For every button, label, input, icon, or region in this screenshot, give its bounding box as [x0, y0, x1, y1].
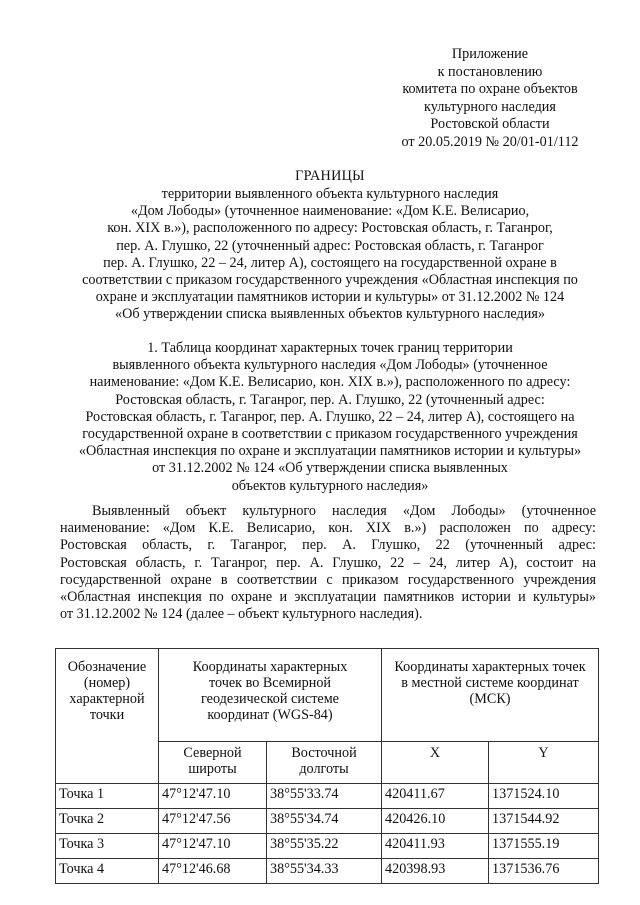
- table-row: [56, 809, 599, 834]
- document-title: ГРАНИЦЫ: [295, 168, 365, 184]
- subtitle-line: «Дом Лободы» (уточненное наименование: «Дом К.Е. Велисарио,: [130, 203, 530, 220]
- cell-y: 1371536.76: [489, 859, 599, 884]
- section-line: от 31.12.2002 № 124 «Об утверждении списка выявленных: [152, 460, 508, 477]
- cell-point: Точка 1: [56, 784, 159, 809]
- appendix-line: комитета по охране объектов: [402, 81, 578, 97]
- header-point: Обозначение (номер) характерной точки: [56, 649, 159, 784]
- subtitle-line: кон. XIX в.»), расположенного по адресу: Ростовская область, г. Таганрог,: [107, 220, 553, 237]
- section-line: Ростовская область, г. Таганрог, пер. А. Глушко, 22 – 24, литер А), состоящего на: [85, 408, 575, 425]
- cell-y: 1371555.19: [489, 834, 599, 859]
- cell-latitude: 47°12'46.68: [159, 859, 267, 884]
- cell-y: 1371524.10: [489, 784, 599, 809]
- paragraph-line: Ростовская область, г. Таганрог, пер. А. Глушко, 22 (уточненный адрес:: [60, 537, 596, 554]
- subtitle-line: пер. А. Глушко, 22 – 24, литер А), состоящего на государственной охране в: [103, 254, 557, 271]
- coordinates-table: [55, 648, 599, 884]
- paragraph-line: Выявленный объект культурного наследия «Дом Лободы» (уточненное: [92, 503, 596, 519]
- cell-point: Точка 4: [56, 859, 159, 884]
- cell-point: Точка 2: [56, 809, 159, 834]
- appendix-line: от 20.05.2019 № 20/01-01/112: [401, 133, 579, 150]
- cell-latitude: 47°12'47.56: [159, 809, 267, 834]
- paragraph-line: «Областная инспекция по охране и эксплуатации памятников истории и культуры»: [60, 589, 596, 606]
- body-paragraph: [60, 503, 596, 623]
- header-y: Y: [489, 742, 599, 784]
- appendix-line: культурного наследия: [424, 98, 556, 115]
- header-north-latitude: Северной широты: [159, 742, 267, 784]
- cell-x: 420398.93: [382, 859, 489, 884]
- cell-longitude: 38°55'35.22: [267, 834, 382, 859]
- table-header-row: [56, 649, 599, 742]
- appendix-line: Ростовской области: [430, 116, 550, 132]
- document-subtitle: [50, 186, 610, 324]
- cell-longitude: 38°55'34.74: [267, 809, 382, 834]
- paragraph-line: Ростовская область, г. Таганрог, пер. А. Глушко, 22 – 24, литер А), состоит на: [60, 554, 596, 571]
- section-line: объектов культурного наследия»: [231, 477, 429, 494]
- appendix-line: к постановлению: [437, 63, 543, 80]
- cell-x: 420411.67: [382, 784, 489, 809]
- cell-latitude: 47°12'47.10: [159, 834, 267, 859]
- section-line: государственной охране в соответствии с приказом государственного учреждения: [82, 426, 578, 443]
- cell-y: 1371544.92: [489, 809, 599, 834]
- section-line: наименование: «Дом К.Е. Велисарио, кон. XIX в.»), расположенного по адресу:: [89, 374, 571, 391]
- section-heading: [50, 340, 610, 495]
- table-row: [56, 834, 599, 859]
- subtitle-line: «Об утверждении списка выявленных объектов культурного наследия»: [115, 306, 545, 323]
- subtitle-line: охране и эксплуатации памятников истории и культуры» от 31.12.2002 № 124: [95, 289, 565, 306]
- cell-longitude: 38°55'34.33: [267, 859, 382, 884]
- cell-latitude: 47°12'47.10: [159, 784, 267, 809]
- cell-x: 420411.93: [382, 834, 489, 859]
- header-east-longitude: Восточной долготы: [267, 742, 382, 784]
- cell-x: 420426.10: [382, 809, 489, 834]
- section-line: «Областная инспекция по охране и эксплуатации памятников истории и культуры»: [78, 443, 582, 460]
- header-msk: Координаты характерных точек в местной системе координат (МСК): [382, 649, 599, 742]
- cell-longitude: 38°55'33.74: [267, 784, 382, 809]
- paragraph-line: государственной охране в соответствии с приказом государственного учреждения: [60, 571, 596, 588]
- section-line: 1. Таблица координат характерных точек границ территории: [147, 340, 513, 356]
- cell-point: Точка 3: [56, 834, 159, 859]
- section-line: выявленного объекта культурного наследия «Дом Лободы» (уточненное: [112, 357, 548, 374]
- subtitle-line: территории выявленного объекта культурного наследия: [161, 186, 499, 202]
- appendix-line: Приложение: [451, 46, 529, 62]
- subtitle-line: соответствии с приказом государственного учреждения «Областная инспекция по: [82, 272, 578, 289]
- appendix-header: [380, 46, 600, 151]
- section-line: Ростовская область, г. Таганрог, пер. А. Глушко, 22 (уточненный адрес:: [115, 391, 545, 408]
- header-x: X: [382, 742, 489, 784]
- paragraph-line: наименование: «Дом К.Е. Велисарио, кон. XIX в.») расположен по адресу:: [60, 520, 596, 537]
- header-wgs84: Координаты характерных точек во Всемирной геодезической системе координат (WGS-84): [159, 649, 382, 742]
- table-row: [56, 859, 599, 884]
- paragraph-line: от 31.12.2002 № 124 (далее – объект культурного наследия).: [60, 606, 423, 623]
- subtitle-line: пер. А. Глушко, 22 (уточненный адрес: Ростовская область, г. Таганрог: [116, 237, 544, 254]
- table-row: [56, 784, 599, 809]
